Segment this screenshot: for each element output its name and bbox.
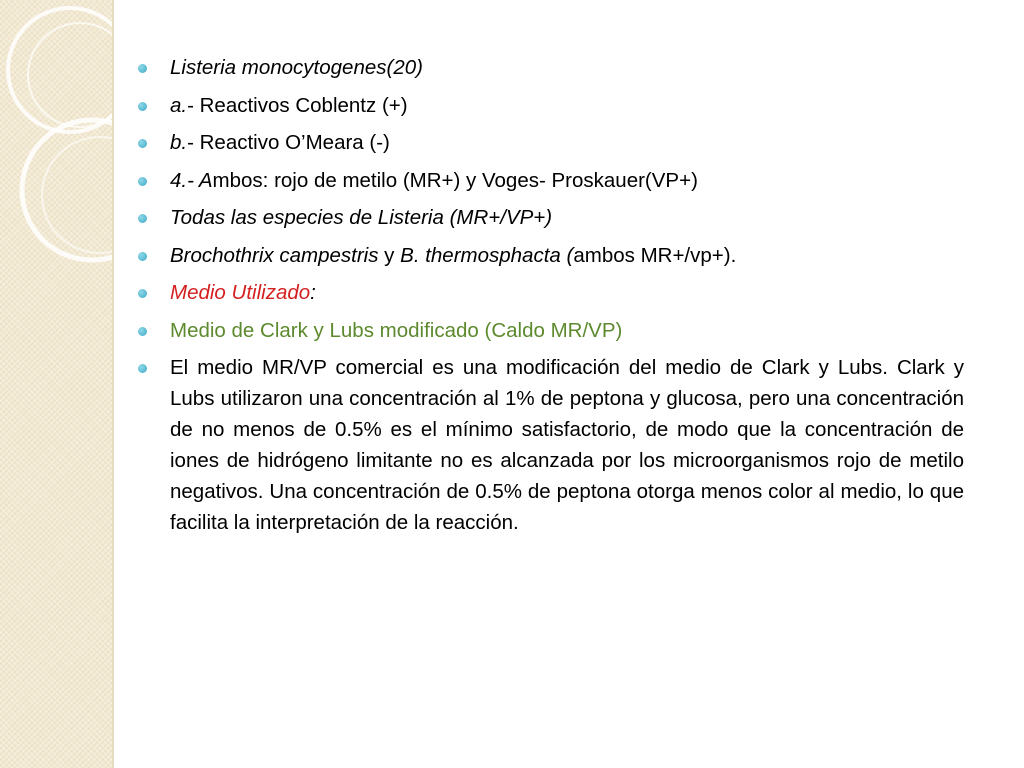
bullet-icon [138,177,147,186]
bullet-icon [138,139,147,148]
item-prefix: a. [170,93,188,117]
bullet-icon [138,364,147,373]
bullet-icon [138,327,147,336]
item-text: Listeria monocytogenes(20) [170,56,423,79]
item-text: - Reactivo O’Meara (-) [187,131,390,154]
panel-edge [112,0,114,768]
medium-name: Medio de Clark y Lubs modificado (Caldo MR/VP) [170,318,623,342]
item-text: mbos: rojo de metilo (MR+) y Voges- Proskauer(VP+) [212,168,698,192]
item-prefix: b. [170,131,188,154]
species-name: Brochothrix campestris [170,243,379,267]
item-prefix: 4.- A [170,168,213,192]
bullet-icon [138,102,147,111]
list-item [136,165,964,197]
list-item [136,315,964,347]
list-item [136,52,964,84]
bullet-icon [138,214,147,223]
list-item [136,352,964,538]
decorative-side-panel [0,0,112,768]
bullet-icon [138,289,147,298]
species-name: B. thermosphacta ( [400,243,574,267]
section-heading: Medio Utilizado [170,281,311,304]
bullet-icon [138,252,147,261]
list-item [136,240,964,272]
list-item [136,90,964,122]
item-text: Todas las especies de Listeria (MR+/VP+) [170,206,553,229]
item-text: : [310,281,316,304]
item-text: ambos MR+/vp+). [573,243,737,267]
list-item [136,202,964,234]
bullet-list [136,52,964,544]
item-text: - Reactivos Coblentz (+) [187,93,408,117]
item-text: y [378,243,401,267]
list-item [136,127,964,159]
list-item [136,277,964,309]
decorative-circles-icon [0,0,112,768]
bullet-icon [138,64,147,73]
paragraph-text: El medio MR/VP comercial es una modificación del medio de Clark y Lubs. Clark y Lubs utilizaron una concentración al 1% de peptona y glucosa, pero una concentración de no menos de 0.5% es el mínimo satisfactorio, de modo que la concentración de iones de hidrógeno limitante no es alcanzada por los microorganismos rojo de metilo negativos. Una concentración de 0.5% de peptona otorga menos color al medio, lo que facilita la interpretación de la reacción. [170,356,964,534]
